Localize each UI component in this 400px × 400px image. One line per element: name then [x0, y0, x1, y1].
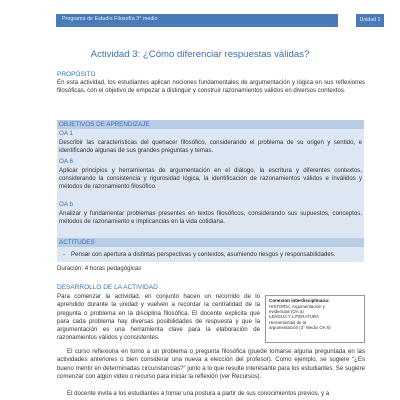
desarrollo-p1: Para comenzar la actividad, en conjunto hacen un recorrido de lo aprendido durante la unidad y vuelven a recordar la centralidad de la pregunta o problema en la disciplina filosófica. El docente explicita que para cada problema hay diversas posibilidades de respuesta y que la argumentación es una herramienta clave para la elaboración de razonamientos válidos y consistentes.	[57, 293, 260, 342]
conexion-title: Conexión interdisciplinaria:	[269, 298, 330, 303]
header-bar	[56, 14, 338, 27]
actitudes-bullet: -	[63, 251, 66, 258]
oa6-text: Aplicar principios y herramientas de argumentación en el diálogo, la escritura y diferentes contextos, considerando la consistencia y rigurosidad lógica, la identificación de razonamientos válidos e inválidos y métodos de razonamiento filosófico.	[59, 167, 362, 191]
oab-text: Analizar y fundamentar problemas presentes en textos filosóficos, considerando sus supuestos, conceptos, métodos de razonamiento e implicancias en la vida cotidiana.	[59, 210, 362, 226]
oa1-label: OA 1	[59, 130, 74, 137]
conexion-line: argumentación (3° Medio OA 6)	[269, 325, 331, 331]
oa1-text: Describir las características del quehacer filosófico, considerando el problema de su origen y sentido, e identificando algunas de sus grandes preguntas y temas.	[59, 139, 362, 155]
actitudes-heading: ACTITUDES	[57, 238, 364, 247]
desarrollo-heading: DESARROLLO DE LA ACTIVIDAD	[57, 284, 158, 291]
conexion-box	[265, 295, 365, 343]
conexion-line: evidencias (OA a)	[269, 309, 304, 314]
conexion-line: LENGUA Y LITERATURA	[269, 314, 320, 320]
conexion-line: Herramientas de la	[269, 319, 307, 325]
desarrollo-p2: El curso reflexiona en torno a un problema o pregunta filosófica (puede tomarse alguna preguntada en las actividades anteriores o bien considerar una nueva a elección del profesor). Como ejemplo, se sugiere “¿Es bueno mentir en determinadas circunstancias?” junto a lo que resulte interesante para los estudiantes. Se sugiere comenzar con algún video o recurso para iniciar la reflexión (ver Recursos).	[57, 348, 365, 380]
program-title: Programa de Estudio Filosofía 3° medio	[62, 16, 158, 22]
proposito-heading: PROPÓSITO	[57, 71, 96, 78]
proposito-text: En esta actividad, los estudiantes aplican nociones fundamentales de argumentación y lógica en sus reflexiones filosóficas, con el objetivo de empezar a distinguir y construir razonamientos válidos en diversos contextos.	[57, 79, 365, 95]
actitudes-item: Pensar con apertura a distintas perspectivas y contextos, asumiendo riesgos y responsabilidades.	[71, 251, 336, 258]
conexion-line: HISTORIA, Argumentación y	[269, 303, 325, 309]
objetivos-heading: OBJETIVOS DE APRENDIZAJE	[57, 120, 364, 129]
oab-label: OA b	[59, 201, 74, 208]
page-title: Actividad 3: ¿Cómo diferenciar respuestas válidas?	[90, 49, 310, 60]
unit-badge: Unidad 1	[356, 14, 384, 27]
oa6-label: OA 6	[59, 158, 74, 165]
duracion: Duración: 4 horas pedagógicas	[57, 265, 142, 272]
desarrollo-p3: El docente invita a los estudiantes a tomar una postura a partir de sus conocimientos previos, y a	[67, 390, 330, 397]
